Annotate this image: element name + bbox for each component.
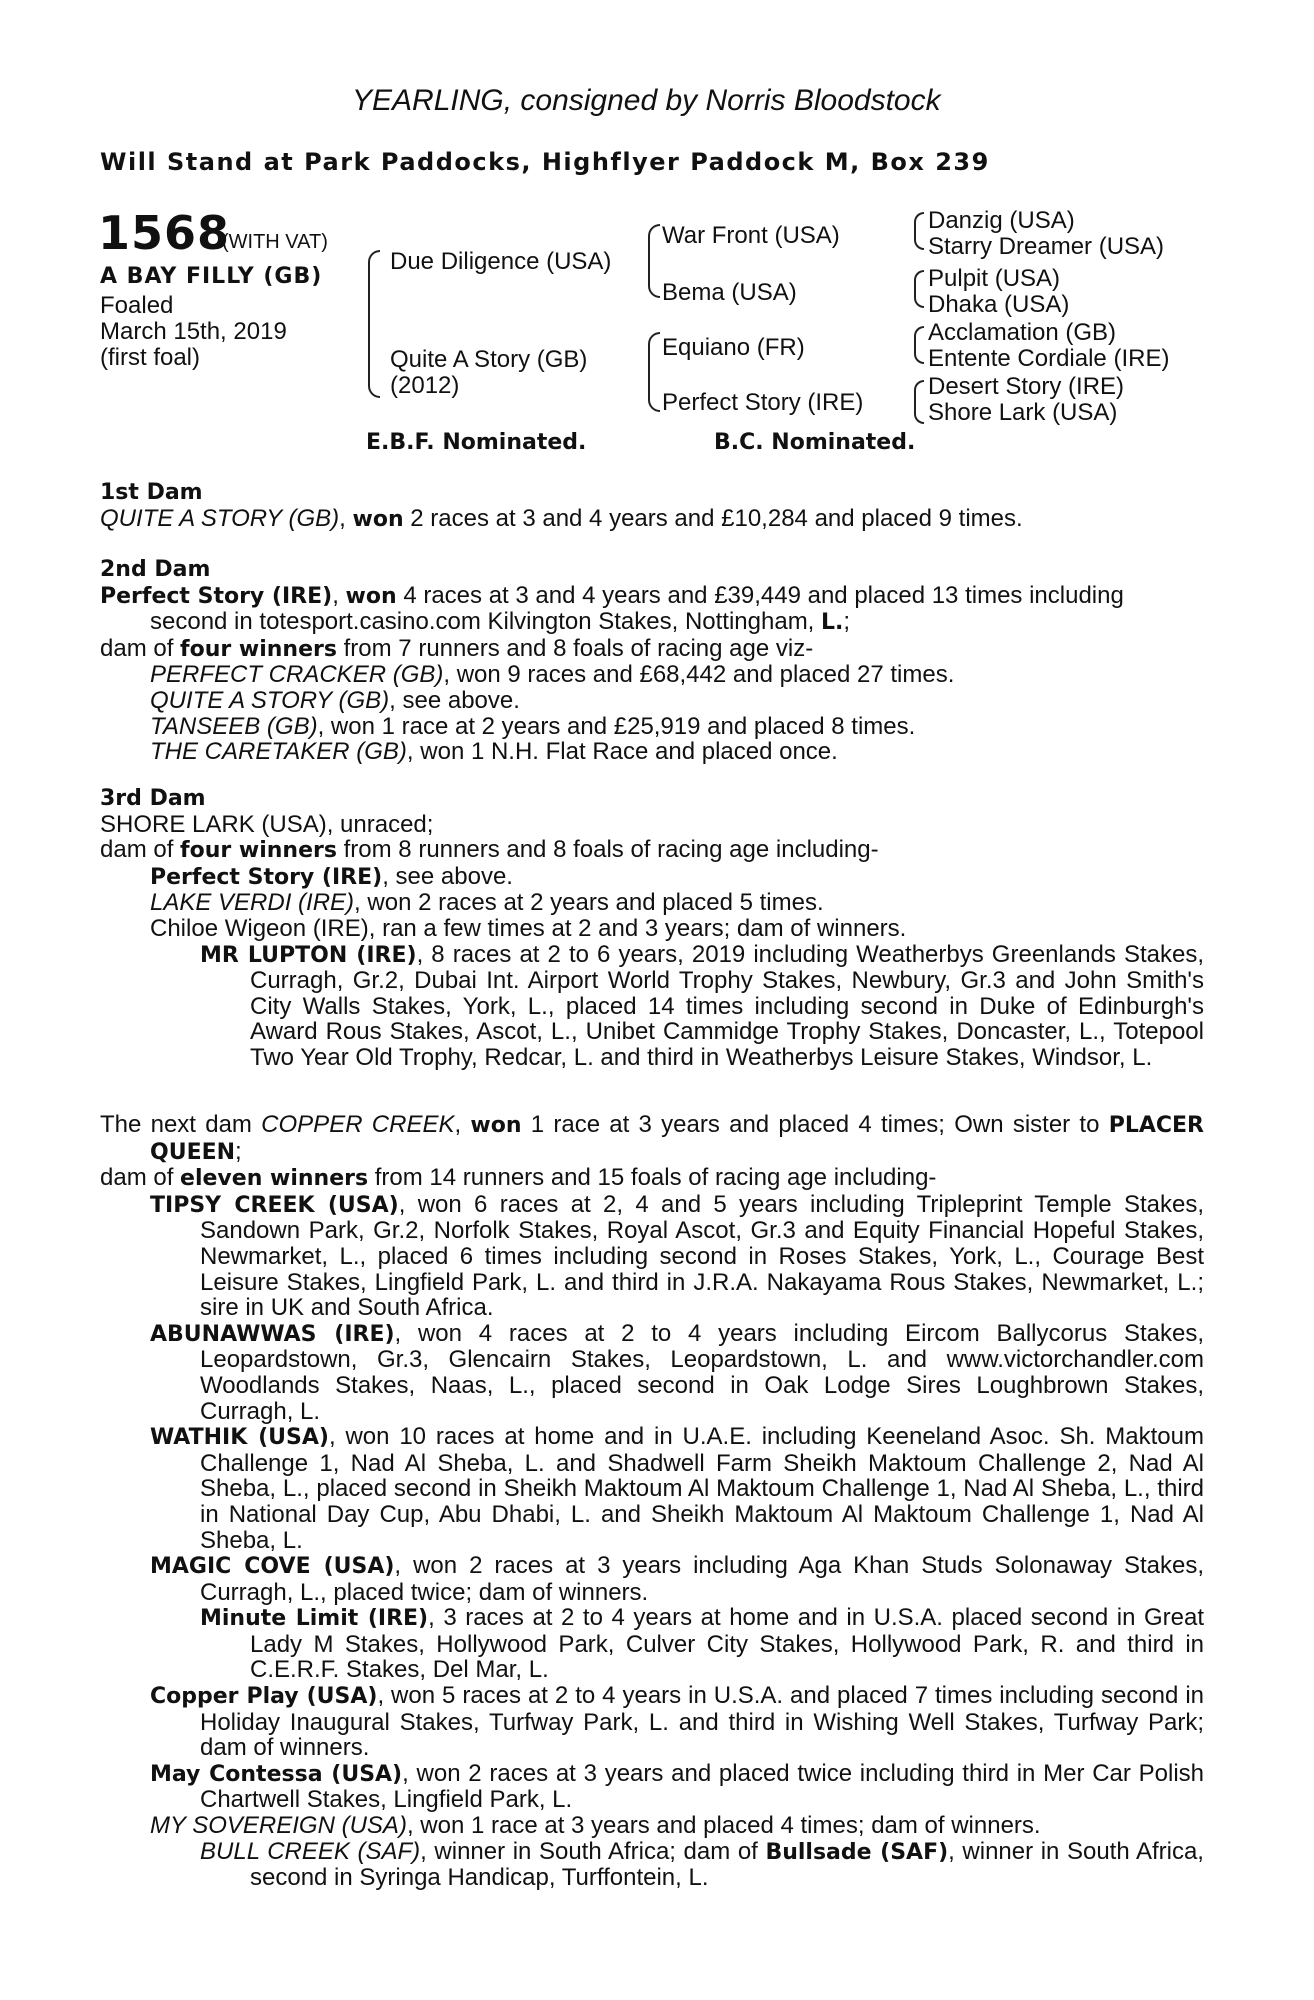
- first-dam-record: 2 races at 3 and 4 years and £10,284 and placed 9 times.: [403, 504, 1023, 532]
- second-dam-name: Perfect Story (IRE): [100, 583, 333, 609]
- progeny-record: , won 2 races at 2 years and placed 5 times.: [354, 889, 824, 917]
- progeny-record: , won 10 races at home and in U.A.E. including Keeneland Asoc. Sh. Maktoum Challenge 1, Nad Al Sheba, L. and Shadwell Farm Sheikh Maktoum Challenge 2, Nad Al Sheba, L., placed second in Sheikh Maktoum Al Maktoum Challenge 1, Nad Al Sheba, L., third in National Day Cup, Abu Dhabi, L. and Sheikh Maktoum Al Maktoum Challenge 1, Nad Al Sheba, L.: [200, 1423, 1204, 1554]
- pedigree-g3-4: Dhaka (USA): [928, 291, 1070, 318]
- second-dam-record: 4 races at 3 and 4 years and £39,449 and placed 13 times including: [396, 581, 1124, 609]
- second-dam-won: won: [345, 583, 397, 609]
- pedigree-dam-dam: Perfect Story (IRE): [662, 389, 864, 416]
- foal-note: (first foal): [100, 344, 201, 371]
- bc-nomination: B.C. Nominated.: [714, 430, 916, 455]
- pedigree-dam-sire: Equiano (FR): [662, 334, 805, 361]
- first-dam-section: 1st Dam QUITE A STORY (GB), won 2 races at 3 and 4 years and £10,284 and placed 9 times.: [100, 480, 1204, 532]
- progeny-record: , won 9 races and £68,442 and placed 27 times.: [443, 661, 955, 689]
- progeny-record: , won 2 races at 3 years and placed twice including third in Mer Car Polish Chartwell Stakes, Lingfield Park, L.: [200, 1759, 1205, 1814]
- next-dam-prefix: The next dam: [100, 1111, 262, 1138]
- next-dam-section: [100, 1112, 1204, 1891]
- next-dam-name: COPPER CREEK: [261, 1111, 455, 1138]
- grand-progeny-name: Minute Limit (IRE): [200, 1606, 429, 1632]
- second-dam-section: 2nd Dam Perfect Story (IRE), won 4 races at 3 and 4 years and £39,449 and placed 13 times including second in totesport.casino.com Kilvington Stakes, Nottingham, L.; dam of four winners from 7 runners and 8 foals of racing age viz- PERFECT CRACKER (GB), won 9 races and £68,442 and placed 27 times. QUITE A STORY (GB), see above. TANSEEB (GB), won 1 race at 2 years and £25,919 and placed 8 times. THE CARETAKER (GB), won 1 N.H. Flat Race and placed once.: [100, 557, 1204, 765]
- pedigree-dam-year: (2012): [390, 372, 460, 399]
- great-grand-progeny-record: , winner in South Africa, second in Syringa Handicap, Turffontein, L.: [250, 1837, 1204, 1892]
- progeny-name: ABUNAWWAS (IRE): [150, 1321, 395, 1347]
- progeny-record: , won 2 races at 3 years including Aga Khan Studs Solonaway Stakes, Curragh, L., placed twice; dam of winners.: [200, 1552, 1204, 1606]
- next-dam-record: 1 race at 3 years and placed 4 times; Own sister to: [521, 1111, 1109, 1138]
- progeny-record: , won 6 races at 2, 4 and 5 years including Tripleprint Temple Stakes, Sandown Park, Gr.2, Norfolk Stakes, Royal Ascot, Gr.3 and Equity Financial Hopeful Stakes, Newmarket, L., placed 6 times including second in Roses Stakes, York, L., Courage Best Leisure Stakes, Lingfield Park, L. and third in J.R.A. Nakayama Rous Stakes, Newmarket, L.; sire in UK and South Africa.: [200, 1190, 1205, 1322]
- next-dam-won: won: [470, 1113, 522, 1138]
- grand-progeny-record: , 3 races at 2 to 4 years at home and in U.S.A. placed second in Great Lady M Stakes, Hollywood Park, Culver City Stakes, Hollywood Park, R. and third in C.E.R.F. Stakes, Del Mar, L.: [250, 1604, 1204, 1684]
- great-grand-progeny-name: Bullsade (SAF): [765, 1839, 949, 1865]
- grand-progeny-name: MR LUPTON (IRE): [200, 942, 417, 968]
- dam-of-prefix: dam of: [100, 634, 181, 662]
- lot-description: A BAY FILLY (GB): [100, 264, 323, 289]
- first-dam-name: QUITE A STORY (GB): [100, 504, 340, 532]
- winners-count: four winners: [180, 838, 337, 864]
- grand-progeny-name: BULL CREEK (SAF): [200, 1837, 421, 1865]
- progeny-record: , see above.: [382, 862, 513, 890]
- progeny-name: PERFECT CRACKER (GB): [150, 661, 444, 689]
- first-dam-heading: 1st Dam: [100, 480, 203, 505]
- progeny-record: , won 1 race at 3 years and placed 4 times; dam of winners.: [406, 1812, 1041, 1840]
- second-dam-heading: 2nd Dam: [100, 557, 211, 582]
- foaled-date: March 15th, 2019: [100, 318, 287, 345]
- ebf-nomination: E.B.F. Nominated.: [366, 430, 587, 455]
- winners-count: four winners: [180, 636, 337, 662]
- grand-progeny-record: , winner in South Africa; dam of: [420, 1837, 766, 1865]
- pedigree-brace-sire: [648, 224, 660, 298]
- winners-count: eleven winners: [180, 1166, 369, 1192]
- foaled-label: Foaled: [100, 292, 174, 319]
- own-sister-name: PLACER QUEEN: [150, 1113, 1204, 1165]
- dam-of-prefix: dam of: [100, 1164, 181, 1192]
- progeny-record: , see above.: [389, 686, 520, 714]
- progeny-name: TANSEEB (GB): [150, 712, 318, 740]
- third-dam-name: SHORE LARK (USA), unraced;: [100, 810, 434, 838]
- pedigree-sire-sire: War Front (USA): [662, 222, 840, 249]
- pedigree-brace-ss: [914, 212, 924, 250]
- lot-number: 1568: [98, 206, 231, 260]
- pedigree-g3-7: Desert Story (IRE): [928, 373, 1125, 400]
- pedigree-sire: Due Diligence (USA): [390, 248, 612, 275]
- pedigree-g3-8: Shore Lark (USA): [928, 399, 1118, 426]
- dam-of-suffix: from 7 runners and 8 foals of racing age viz-: [336, 634, 814, 662]
- pedigree-sire-dam: Bema (USA): [662, 279, 797, 306]
- progeny-name: MY SOVEREIGN (USA): [150, 1812, 407, 1840]
- progeny-record: , won 4 races at 2 to 4 years including Eircom Ballycorus Stakes, Leopardstown, Gr.3, Glencairn Stakes, Leopardstown, L. and www.victorchandler.com Woodlands Stakes, Naas, L., placed second in Oak Lodge Sires Loughbrown Stakes, Curragh, L.: [200, 1319, 1204, 1425]
- progeny-name: May Contessa (USA): [150, 1761, 403, 1787]
- progeny-record: Chiloe Wigeon (IRE), ran a few times at 2 and 3 years; dam of winners.: [150, 914, 907, 942]
- first-dam-won: won: [352, 506, 404, 532]
- vat-note: (WITH VAT): [222, 231, 328, 253]
- listed-marker: L.: [821, 610, 844, 636]
- progeny-record: , won 1 race at 2 years and £25,919 and placed 8 times.: [317, 712, 916, 740]
- progeny-name: WATHIK (USA): [150, 1425, 329, 1451]
- pedigree-brace-ds: [914, 326, 924, 364]
- second-dam-record-cont: second in totesport.casino.com Kilvington Stakes, Nottingham,: [150, 608, 822, 636]
- pedigree-brace-sd: [914, 270, 924, 308]
- pedigree-g3-5: Acclamation (GB): [928, 319, 1117, 346]
- pedigree-brace-main: [368, 250, 380, 398]
- progeny-record: , won 1 N.H. Flat Race and placed once.: [406, 738, 838, 766]
- progeny-name: MAGIC COVE (USA): [150, 1554, 395, 1580]
- dam-of-suffix: from 14 runners and 15 foals of racing age including-: [368, 1164, 937, 1192]
- dam-of-suffix: from 8 runners and 8 foals of racing age including-: [336, 836, 879, 864]
- pedigree-brace-dd: [914, 380, 924, 424]
- grand-progeny-record: , 8 races at 2 to 6 years, 2019 including Weatherbys Greenlands Stakes, Curragh, Gr.2, Dubai Int. Airport World Trophy Stakes, Newbury, Gr.3 and John Smith's City Walls Stakes, York, L., placed 14 times including second in Duke of Edinburgh's Award Rous Stakes, Ascot, L., Unibet Cammidge Trophy Stakes, Doncaster, L., Totepool Two Year Old Trophy, Redcar, L. and third in Weatherbys Leisure Stakes, Windsor, L.: [250, 940, 1204, 1071]
- pedigree-g3-2: Starry Dreamer (USA): [928, 233, 1165, 260]
- next-dam-semicolon: ;: [235, 1137, 242, 1165]
- consignment-title: YEARLING, consigned by Norris Bloodstock: [352, 84, 941, 117]
- pedigree-g3-1: Danzig (USA): [928, 207, 1075, 234]
- pedigree-g3-3: Pulpit (USA): [928, 265, 1061, 292]
- progeny-name: THE CARETAKER (GB): [150, 738, 407, 766]
- progeny-record: , won 5 races at 2 to 4 years in U.S.A. and placed 7 times including second in Holiday Inaugural Stakes, Turfway Park, L. and third in Wishing Well Stakes, Turfway Park; dam of winners.: [200, 1682, 1204, 1762]
- third-dam-heading: 3rd Dam: [100, 786, 206, 811]
- progeny-name: QUITE A STORY (GB): [150, 686, 390, 714]
- dam-of-prefix: dam of: [100, 836, 181, 864]
- pedigree-g3-6: Entente Cordiale (IRE): [928, 345, 1170, 372]
- next-dam-sep: ,: [454, 1111, 471, 1138]
- pedigree-dam: Quite A Story (GB): [390, 346, 588, 373]
- progeny-name: TIPSY CREEK (USA): [150, 1192, 399, 1218]
- progeny-name: Copper Play (USA): [150, 1684, 378, 1710]
- pedigree-brace-dam: [648, 332, 660, 412]
- progeny-name: Perfect Story (IRE): [150, 864, 383, 890]
- progeny-name: LAKE VERDI (IRE): [150, 889, 355, 917]
- third-dam-section: [100, 786, 1204, 1071]
- location-line: Will Stand at Park Paddocks, Highflyer Paddock M, Box 239: [100, 148, 990, 176]
